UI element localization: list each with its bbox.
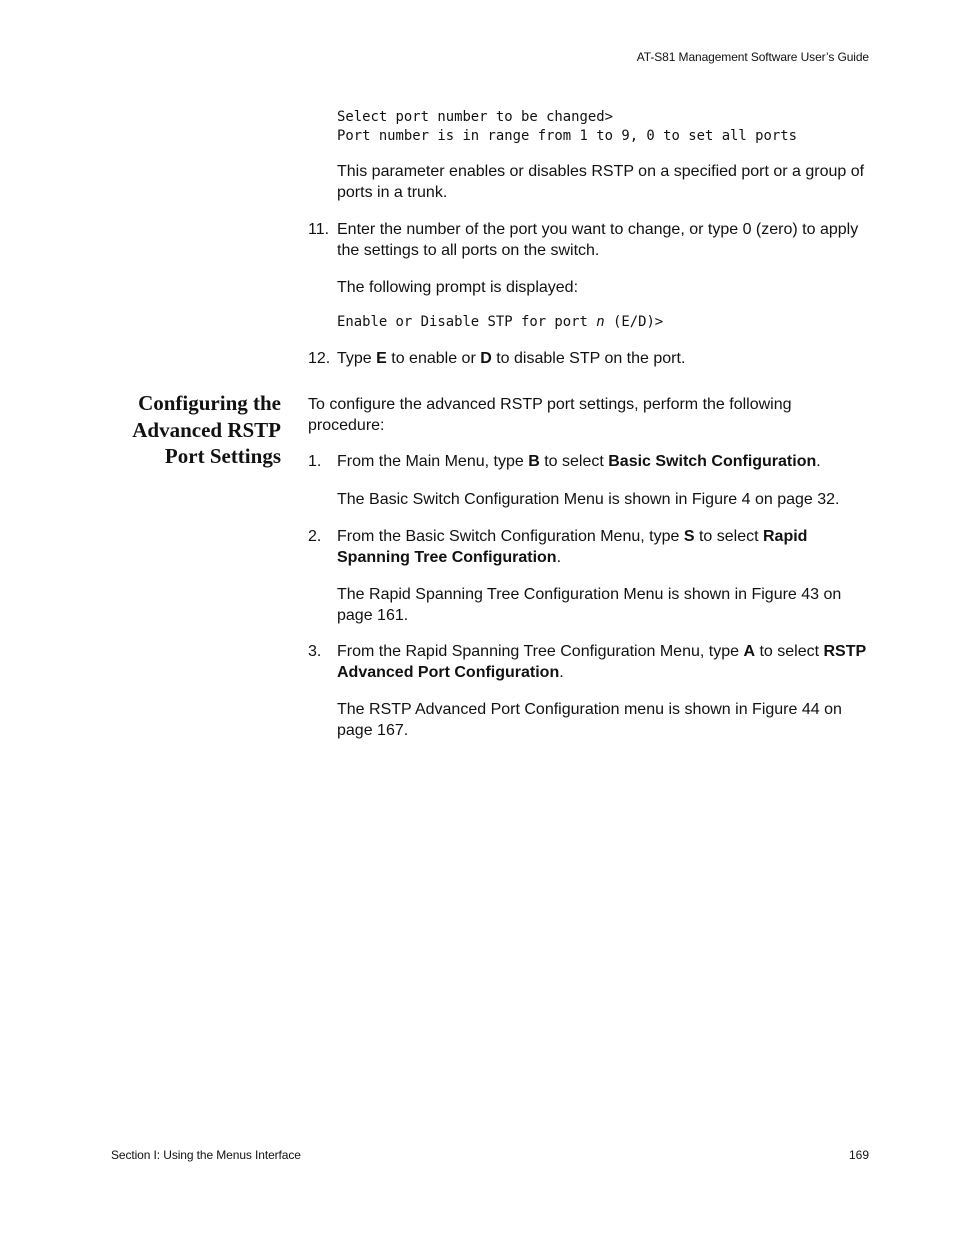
code-line: Port number is in range from 1 to 9, 0 to set all ports <box>337 128 797 144</box>
step-3-followup: The RSTP Advanced Port Configuration menu is shown in Figure 44 on page 167. <box>337 701 842 739</box>
step-number: 12. <box>308 350 331 367</box>
step-11-text: Enter the number of the port you want to change, or type 0 (zero) to apply the settings to all ports on the switch. <box>337 221 859 259</box>
step-11-followup: The following prompt is displayed: <box>337 279 579 296</box>
step-1-text: From the Main Menu, type B to select Basic Switch Configuration. <box>337 453 821 470</box>
step-2-followup: The Rapid Spanning Tree Configuration Menu is shown in Figure 43 on page 161. <box>337 586 842 624</box>
heading-line: Advanced RSTP <box>132 417 281 442</box>
code-text: Enable or Disable STP for port <box>337 314 597 330</box>
step-1-followup: The Basic Switch Configuration Menu is shown in Figure 4 on page 32. <box>337 491 840 508</box>
heading-line: Configuring the <box>138 391 281 415</box>
step-number: 2. <box>308 528 322 545</box>
footer-section-title: Section I: Using the Menus Interface <box>111 1148 301 1162</box>
step-number: 1. <box>308 453 322 470</box>
rstp-parameter-description: This parameter enables or disables RSTP on a specified port or a group of ports in a trunk. <box>337 163 865 201</box>
code-block-enable-prompt <box>337 313 663 332</box>
step-12-text: Type E to enable or D to disable STP on the port. <box>337 350 686 367</box>
code-block-port-select <box>337 108 797 146</box>
running-header: AT-S81 Management Software User’s Guide <box>636 50 869 64</box>
step-number: 3. <box>308 643 322 660</box>
section-intro: To configure the advanced RSTP port settings, perform the following procedure: <box>308 396 792 434</box>
code-text: (E/D)> <box>604 314 664 330</box>
step-number: 11. <box>308 221 330 238</box>
step-3-text: From the Rapid Spanning Tree Configuration Menu, type A to select RSTP Advanced Port Configuration. <box>337 643 866 681</box>
footer-page-number: 169 <box>848 1148 869 1162</box>
section-heading <box>100 390 281 470</box>
step-2-text: From the Basic Switch Configuration Menu, type S to select Rapid Spanning Tree Configuration. <box>337 528 808 566</box>
code-variable: n <box>596 314 605 330</box>
heading-line: Port Settings <box>164 444 281 468</box>
code-line: Select port number to be changed> <box>337 109 613 125</box>
